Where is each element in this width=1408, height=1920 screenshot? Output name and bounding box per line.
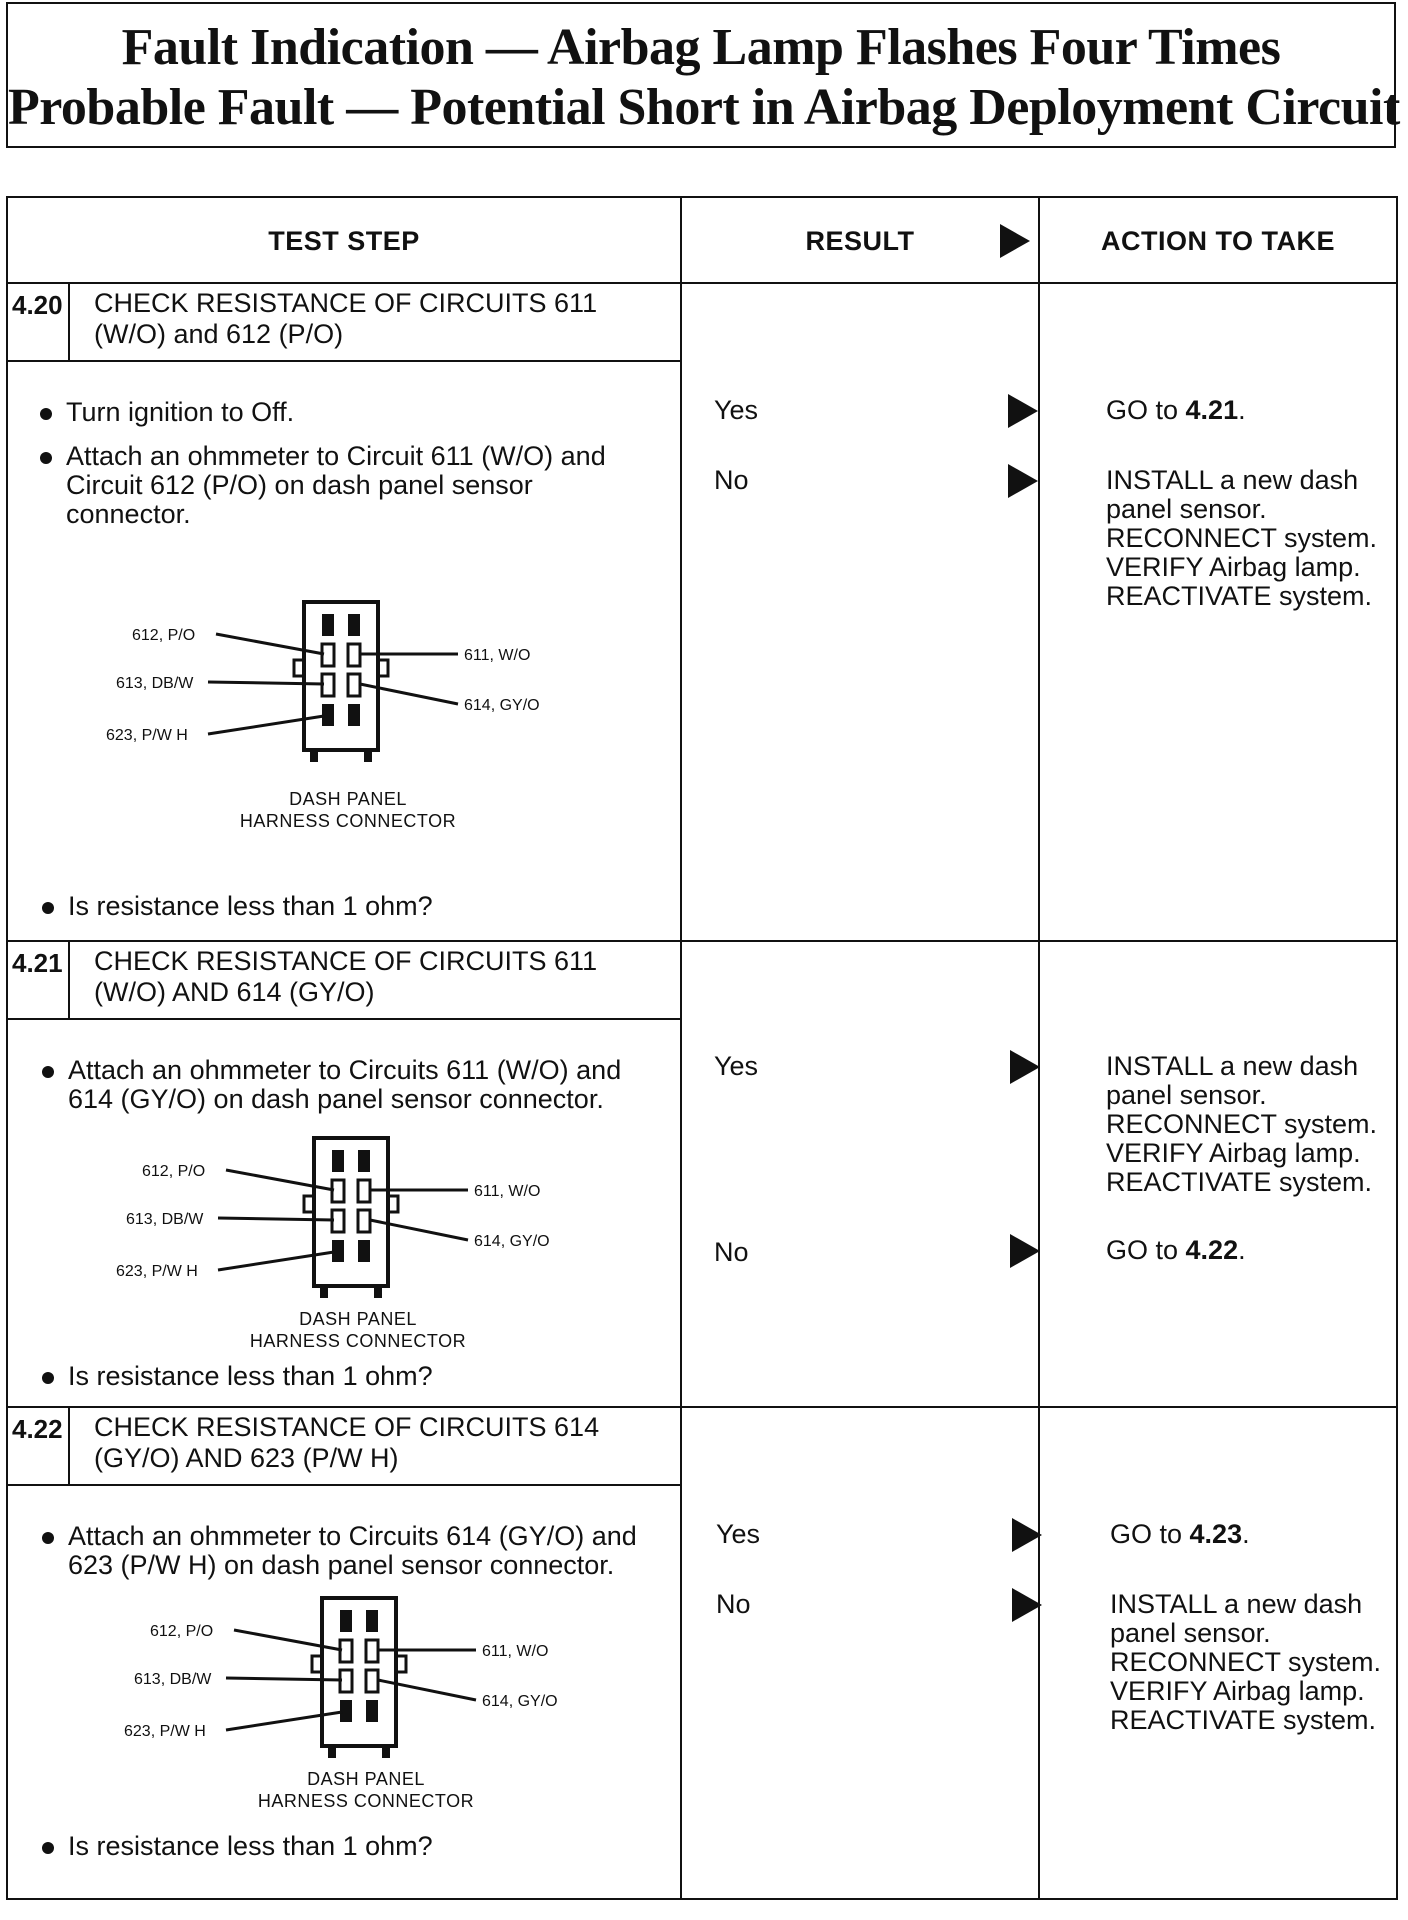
step-title xyxy=(94,1412,599,1474)
caption-line: HARNESS CONNECTOR xyxy=(257,1791,475,1811)
action-no xyxy=(1110,1590,1381,1735)
action-yes: GO to 4.23. xyxy=(1110,1519,1250,1549)
step-title-line: CHECK RESISTANCE OF CIRCUITS 611 xyxy=(94,946,598,976)
page-title-box xyxy=(6,2,1400,148)
action-line: RECONNECT system. xyxy=(1106,1109,1378,1139)
action-line: REACTIVATE system. xyxy=(1106,581,1373,611)
column-divider xyxy=(1038,198,1040,1898)
pin-label-613: 613, DB/W xyxy=(134,1671,212,1688)
pin-label-623: 623, P/W H xyxy=(106,727,188,744)
result-no: No xyxy=(714,465,749,495)
connector-body-icon xyxy=(294,602,388,762)
connector-caption xyxy=(168,788,528,832)
result-arrow-icon xyxy=(1010,1234,1040,1268)
action-text: GO to xyxy=(1110,1519,1190,1549)
step-number-divider xyxy=(68,942,70,1018)
action-line: VERIFY Airbag lamp. xyxy=(1106,552,1361,582)
instruction-line: connector. xyxy=(66,499,191,529)
step-title-line: CHECK RESISTANCE OF CIRCUITS 611 xyxy=(94,288,598,318)
result-arrow-icon xyxy=(1008,394,1038,428)
action-line: RECONNECT system. xyxy=(1106,523,1378,553)
result-yes: Yes xyxy=(714,395,759,425)
instruction-bullet: Turn ignition to Off. xyxy=(66,397,295,427)
action-step-reference: 4.22 xyxy=(1185,1235,1239,1265)
result-arrow-icon xyxy=(1012,1518,1042,1552)
step-title-line: CHECK RESISTANCE OF CIRCUITS 614 xyxy=(94,1412,600,1442)
caption-line: DASH PANEL xyxy=(289,789,407,809)
header-arrow-icon xyxy=(1000,224,1030,258)
column-divider xyxy=(680,198,682,1898)
action-line: INSTALL a new dash xyxy=(1110,1589,1363,1619)
step-number-divider xyxy=(68,1408,70,1484)
step-title-divider xyxy=(8,1484,680,1486)
pin-label-623: 623, P/W H xyxy=(124,1723,206,1740)
connector-body-icon xyxy=(312,1598,406,1758)
step-number-divider xyxy=(68,284,70,360)
action-line: REACTIVATE system. xyxy=(1110,1705,1377,1735)
result-yes: Yes xyxy=(714,1051,759,1081)
action-line: panel sensor. xyxy=(1106,1080,1267,1110)
action-line: INSTALL a new dash xyxy=(1106,1051,1359,1081)
pin-label-614: 614, GY/O xyxy=(474,1233,550,1250)
connector-diagram xyxy=(108,1134,588,1304)
result-no: No xyxy=(716,1589,751,1619)
step-divider xyxy=(8,1406,1396,1408)
instruction-bullet xyxy=(66,442,606,529)
header-action: ACTION TO TAKE xyxy=(1101,225,1335,256)
pin-label-611: 611, W/O xyxy=(464,647,531,664)
action-text: GO to xyxy=(1106,395,1186,425)
instruction-line: 614 (GY/O) on dash panel sensor connector. xyxy=(68,1084,604,1114)
caption-line: DASH PANEL xyxy=(307,1769,425,1789)
action-line: VERIFY Airbag lamp. xyxy=(1106,1138,1361,1168)
step-title-divider xyxy=(8,1018,680,1020)
action-text: GO to xyxy=(1106,1235,1186,1265)
action-yes xyxy=(1106,1052,1377,1197)
instruction-line: Attach an ohmmeter to Circuits 611 (W/O) and xyxy=(68,1055,622,1085)
diagnostic-table xyxy=(6,196,1398,1900)
question-bullet: Is resistance less than 1 ohm? xyxy=(68,891,433,921)
result-arrow-icon xyxy=(1012,1588,1042,1622)
probable-fault-title: Probable Fault — Potential Short in Airbag Deployment Circuit xyxy=(8,79,1400,136)
connector-diagram xyxy=(116,1594,596,1764)
step-title xyxy=(94,288,597,350)
caption-line: DASH PANEL xyxy=(299,1309,417,1329)
pin-label-611: 611, W/O xyxy=(474,1183,541,1200)
pin-label-613: 613, DB/W xyxy=(126,1211,204,1228)
action-step-reference: 4.23 xyxy=(1189,1519,1243,1549)
fault-indication-title: Fault Indication — Airbag Lamp Flashes Four Times xyxy=(121,19,1281,76)
pin-label-612: 612, P/O xyxy=(142,1163,206,1180)
instruction-bullet xyxy=(68,1056,621,1114)
instruction-bullet xyxy=(68,1522,637,1580)
caption-line: HARNESS CONNECTOR xyxy=(249,1331,467,1351)
action-line: INSTALL a new dash xyxy=(1106,465,1359,495)
action-line: panel sensor. xyxy=(1106,494,1267,524)
step-title-line: (W/O) AND 614 (GY/O) xyxy=(94,977,375,1007)
pin-label-623: 623, P/W H xyxy=(116,1263,198,1280)
caption-line: HARNESS CONNECTOR xyxy=(239,811,457,831)
action-yes: GO to 4.21. xyxy=(1106,395,1246,425)
question-bullet: Is resistance less than 1 ohm? xyxy=(68,1831,433,1861)
instruction-line: Attach an ohmmeter to Circuits 614 (GY/O) and xyxy=(68,1521,637,1551)
action-step-reference: 4.21 xyxy=(1185,395,1239,425)
action-no: GO to 4.22. xyxy=(1106,1235,1246,1265)
instruction-line: Attach an ohmmeter to Circuit 611 (W/O) and xyxy=(66,441,606,471)
connector-diagram xyxy=(98,598,578,768)
pin-label-614: 614, GY/O xyxy=(482,1693,558,1710)
header-test-step: TEST STEP xyxy=(268,225,420,256)
step-title-divider xyxy=(8,360,680,362)
action-line: panel sensor. xyxy=(1110,1618,1271,1648)
pin-label-613: 613, DB/W xyxy=(116,675,194,692)
pin-label-614: 614, GY/O xyxy=(464,697,540,714)
step-number: 4.22 xyxy=(12,1414,63,1444)
result-yes: Yes xyxy=(716,1519,761,1549)
step-number: 4.20 xyxy=(12,290,63,320)
instruction-line: Circuit 612 (P/O) on dash panel sensor xyxy=(66,470,533,500)
connector-body-icon xyxy=(304,1138,398,1298)
step-title-line: (W/O) and 612 (P/O) xyxy=(94,319,344,349)
result-arrow-icon xyxy=(1010,1050,1040,1084)
result-no: No xyxy=(714,1237,749,1267)
pin-label-612: 612, P/O xyxy=(150,1623,214,1640)
header-result: RESULT xyxy=(805,225,915,256)
step-title-line: (GY/O) AND 623 (P/W H) xyxy=(94,1443,399,1473)
instruction-line: 623 (P/W H) on dash panel sensor connector. xyxy=(68,1550,615,1580)
action-line: RECONNECT system. xyxy=(1110,1647,1382,1677)
step-divider xyxy=(8,940,1396,942)
connector-caption xyxy=(178,1308,538,1352)
connector-caption xyxy=(186,1768,546,1812)
action-no xyxy=(1106,466,1377,611)
question-bullet: Is resistance less than 1 ohm? xyxy=(68,1361,433,1391)
result-arrow-icon xyxy=(1008,464,1038,498)
step-number: 4.21 xyxy=(12,948,63,978)
action-line: VERIFY Airbag lamp. xyxy=(1110,1676,1365,1706)
pin-label-612: 612, P/O xyxy=(132,627,196,644)
pin-label-611: 611, W/O xyxy=(482,1643,549,1660)
step-title xyxy=(94,946,597,1008)
action-line: REACTIVATE system. xyxy=(1106,1167,1373,1197)
